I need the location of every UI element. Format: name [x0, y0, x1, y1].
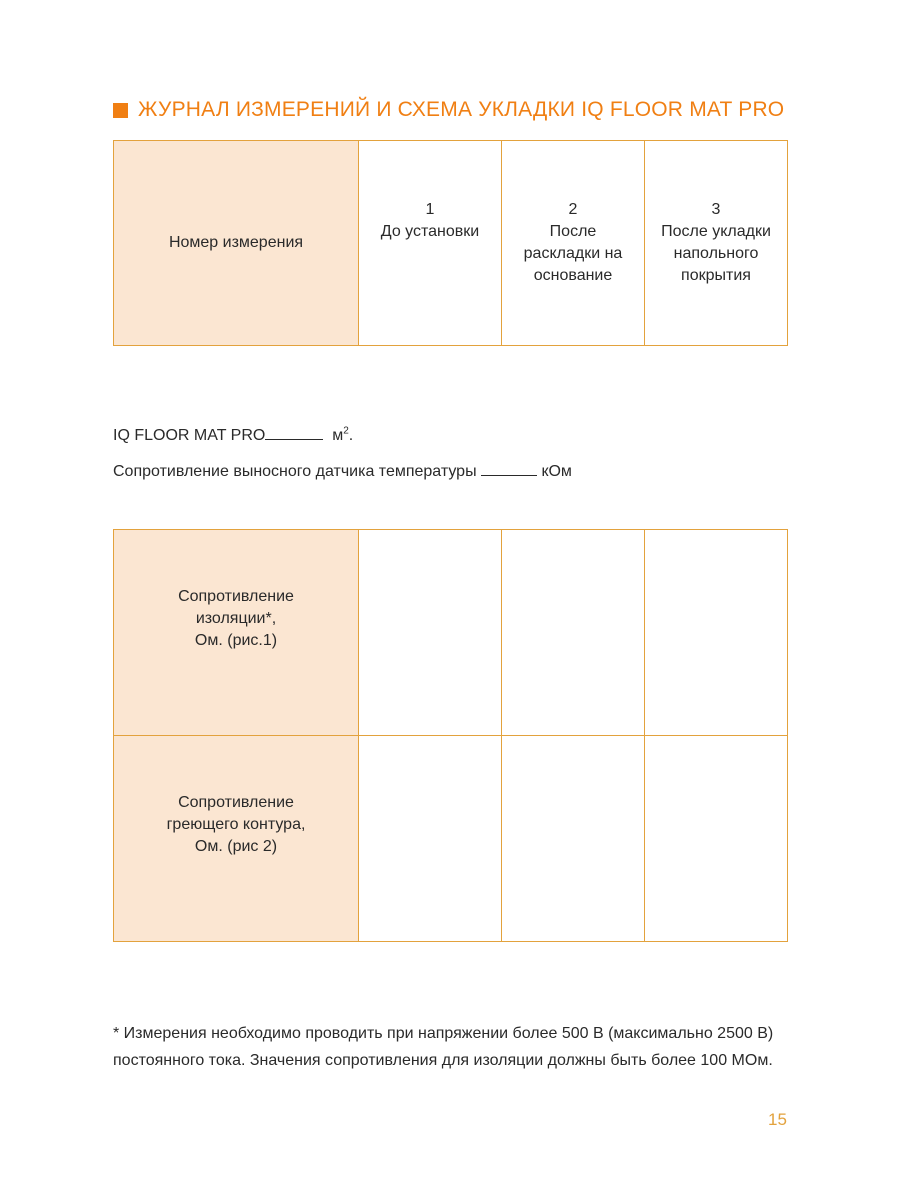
table-row	[114, 141, 788, 346]
row-label-line: Сопротивление	[178, 793, 294, 811]
page-number: 15	[768, 1110, 787, 1129]
area-suffix: .	[348, 427, 354, 444]
column-label-line: напольного	[673, 245, 759, 262]
row-label-line: Ом. (рис.1)	[194, 631, 278, 649]
column-header-2	[502, 141, 645, 346]
value-cell[interactable]	[645, 530, 788, 736]
footnote: * Измерения необходимо проводить при напряжении более 500 В (максимально 2500 В) постоянного тока. Значения сопротивления для изоляции должны быть более 100 МОм.	[113, 1025, 774, 1069]
column-header-3	[645, 141, 788, 346]
row-label-line: изоляции*,	[195, 609, 277, 627]
table-row	[114, 736, 788, 942]
row-label-cell	[114, 530, 359, 736]
row-label-cell	[114, 141, 359, 346]
column-number: 3	[711, 201, 721, 218]
column-number: 2	[568, 201, 578, 218]
value-cell[interactable]	[502, 530, 645, 736]
sensor-unit: кОм	[541, 463, 572, 480]
column-number: 1	[425, 201, 435, 218]
column-label-line: покрытия	[681, 267, 751, 284]
value-cell[interactable]	[502, 736, 645, 942]
row-label-line: Сопротивление	[178, 587, 294, 605]
column-label-line: До установки	[380, 223, 480, 240]
value-cell[interactable]	[359, 736, 502, 942]
heading-square-icon	[113, 103, 128, 118]
table-row	[114, 530, 788, 736]
sensor-line	[113, 459, 572, 481]
measurement-number-table	[113, 140, 788, 346]
area-unit-sup: 2	[343, 425, 349, 437]
column-label-line: После укладки	[661, 223, 771, 240]
row-label-line: Ом. (рис 2)	[194, 837, 278, 855]
area-unit: м	[332, 427, 344, 444]
area-line	[113, 423, 353, 445]
page-heading	[113, 98, 784, 122]
column-header-1	[359, 141, 502, 346]
column-label-line: После	[549, 223, 597, 240]
area-blank-field[interactable]	[265, 423, 323, 440]
resistance-table	[113, 529, 788, 942]
row-label-line: греющего контура,	[166, 815, 306, 833]
column-label-line: основание	[533, 267, 613, 284]
area-prefix: IQ FLOOR MAT PRO	[113, 427, 266, 444]
page-title: ЖУРНАЛ ИЗМЕРЕНИЙ И СХЕМА УКЛАДКИ IQ FLOOR MAT PRO	[138, 98, 785, 121]
value-cell[interactable]	[359, 530, 502, 736]
sensor-blank-field[interactable]	[481, 459, 537, 476]
value-cell[interactable]	[645, 736, 788, 942]
sensor-prefix: Сопротивление выносного датчика температуры	[113, 463, 477, 480]
row-label: Номер измерения	[168, 234, 304, 251]
column-label-line: раскладки на	[523, 245, 623, 262]
row-label-cell	[114, 736, 359, 942]
